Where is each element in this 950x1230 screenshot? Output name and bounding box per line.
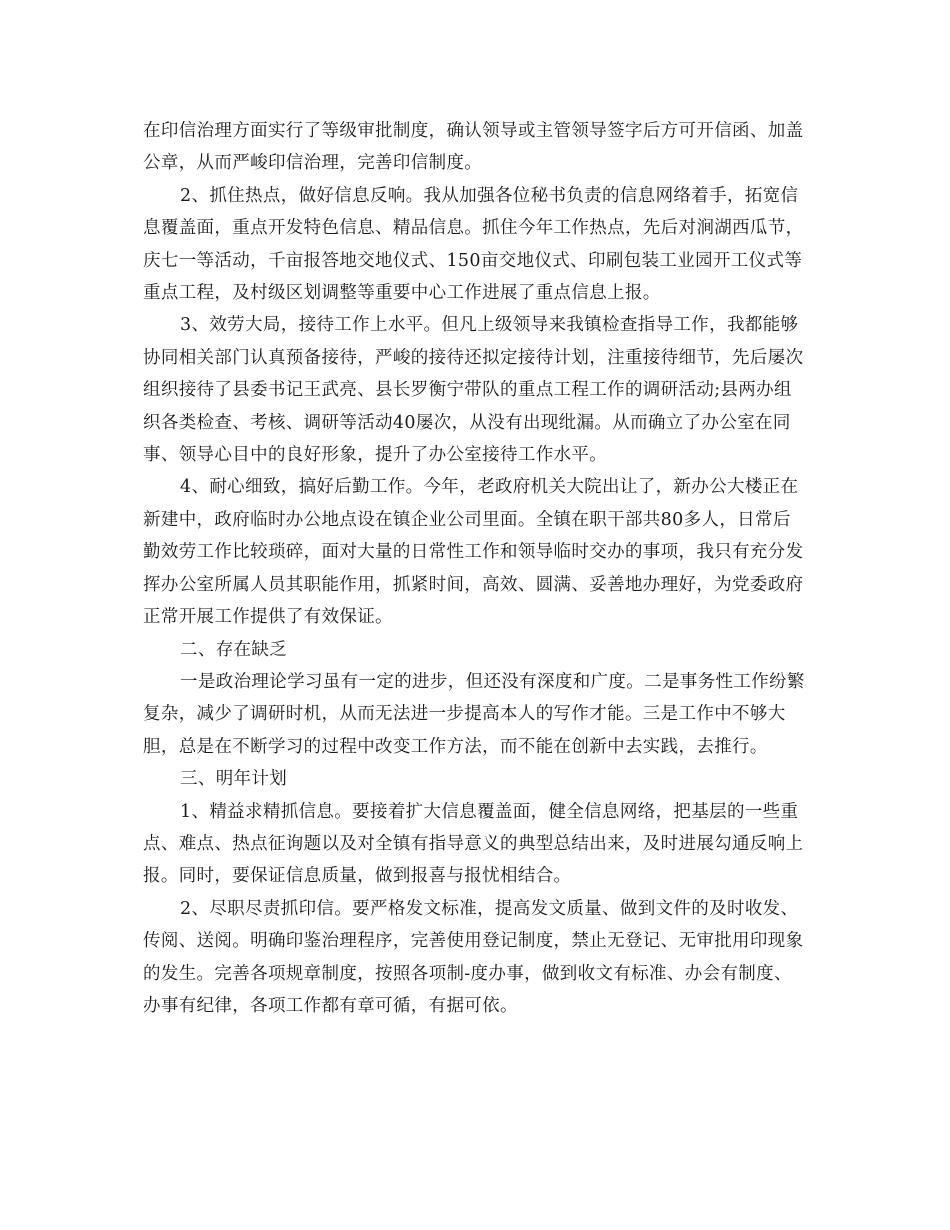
paragraph-information-feedback: 2、抓住热点，做好信息反响。我从加强各位秘书负责的信息网络着手，拓宽信息覆盖面，重点开发特色信息、精品信息。抓住今年工作热点，先后对涧湖西瓜节，庆七一等活动，千亩报答地交地仪式、150亩交地仪式、印刷包装工业园开工仪式等重点工程，及村级区划调整等重要中心工作进展了重点信息上报。 xyxy=(143,185,804,304)
section-heading-shortcomings: 二、存在缺乏 xyxy=(180,639,288,660)
paragraph-plan-seal: 2、尽职尽责抓印信。要严格发文标准，提高发文质量、做到文件的及时收发、传阅、送阅。明确印鉴治理程序，完善使用登记制度，禁止无登记、无审批用印现象的发生。完善各项规章制度，按照各项制-度办事，做到收文有标准、办会有制度、办事有纪律，各项工作都有章可循，有据可依。 xyxy=(143,898,804,1016)
paragraph-plan-information: 1、精益求精抓信息。要接着扩大信息覆盖面，健全信息网络，把基层的一些重点、难点、热点征询题以及对全镇有指导意义的典型总结出来，及时进展勾通反响上报。同时，要保证信息质量，做到报喜与报忧相结合。 xyxy=(143,801,804,887)
section-heading-next-year-plan: 三、明年计划 xyxy=(180,769,288,790)
paragraph-logistics-work: 4、耐心细致，搞好后勤工作。今年，老政府机关大院出让了，新办公大楼正在新建中，政府临时办公地点设在镇企业公司里面。全镇在职干部共80多人，日常后勤效劳工作比较琐碎，面对大量的日常性工作和领导临时交办的事项，我只有充分发挥办公室所属人员其职能作用，抓紧时间，高效、圆满、妥善地办理好，为党委政府正常开展工作提供了有效保证。 xyxy=(143,477,804,628)
paragraph-seal-management: 在印信治理方面实行了等级审批制度，确认领导或主管领导签字后方可开信函、加盖公章，从而严峻印信治理，完善印信制度。 xyxy=(143,121,804,174)
paragraph-shortcomings: 一是政治理论学习虽有一定的进步，但还没有深度和广度。二是事务性工作纷繁复杂，减少了调研时机，从而无法进一步提高本人的写作才能。三是工作中不够大胆，总是在不断学习的过程中改变工作方法，而不能在创新中去实践，去推行。 xyxy=(143,671,805,757)
paragraph-reception-work: 3、效劳大局，接待工作上水平。但凡上级领导来我镇检查指导工作，我都能够协同相关部门认真预备接待，严峻的接待还拟定接待计划，注重接待细节，先后屡次组织接待了县委书记王武亮、县长罗衡宁带队的重点工程工作的调研活动;县两办组织各类检查、考核、调研等活动40屡次，从没有出现纰漏。从而确立了办公室在同事、领导心目中的良好形象，提升了办公室接待工作水平。 xyxy=(143,315,804,466)
